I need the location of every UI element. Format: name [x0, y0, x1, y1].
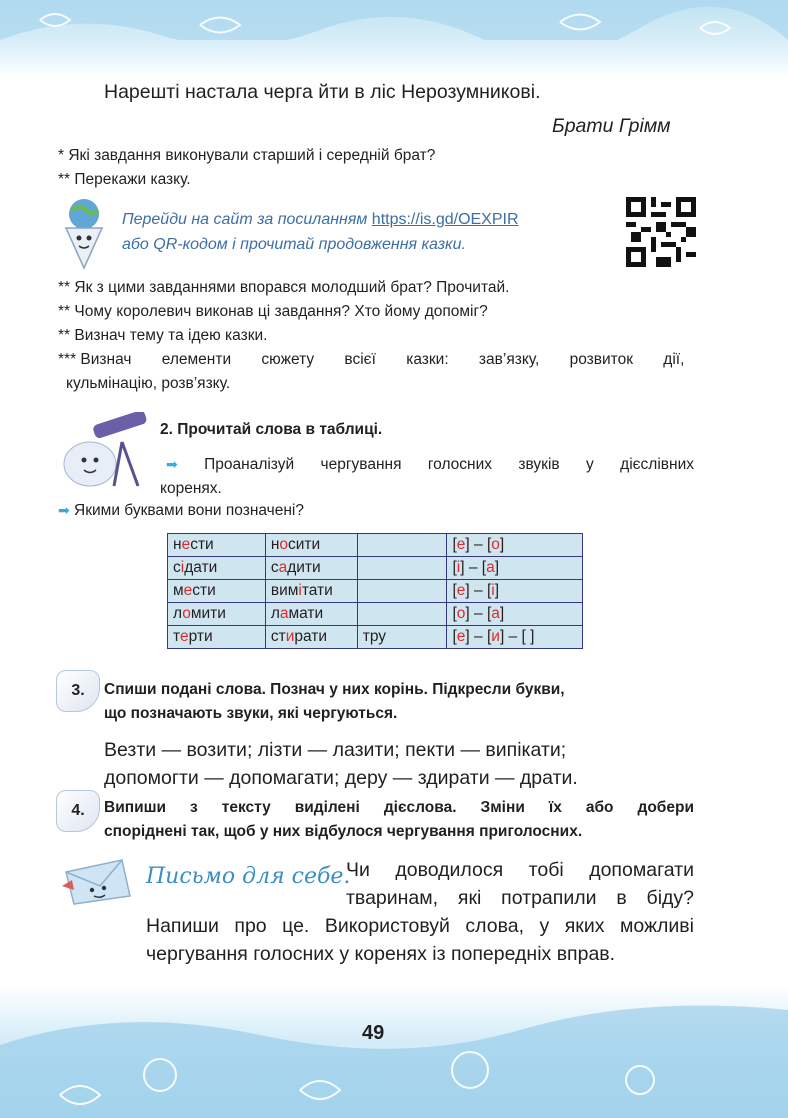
word-part: ст — [270, 628, 286, 645]
table-cell-w2 — [265, 534, 357, 557]
word-part: мати — [288, 605, 324, 622]
instruction-text: Якими буквами вони позначені? — [74, 502, 304, 519]
word-part: сти — [190, 536, 214, 553]
word-part: мити — [190, 605, 226, 622]
alternating-vowel: а — [491, 605, 500, 622]
word-part: тру — [362, 628, 387, 645]
question-marker: ** — [58, 171, 71, 188]
word-part: н — [173, 536, 182, 553]
table-row — [168, 534, 583, 557]
alternating-vowel: о — [182, 605, 191, 622]
word-part: т — [173, 628, 180, 645]
question-text: Перекажи казку. — [74, 171, 191, 188]
question-6 — [58, 348, 694, 396]
story-last-line: Нарешті настала черга йти в ліс Нерозумникові. — [104, 81, 541, 103]
table-cell-w2 — [265, 603, 357, 626]
question-text: Визнач елементи сюжету всієї казки: зав’язку, розвиток дії, — [80, 351, 685, 368]
table-cell-s — [447, 557, 583, 580]
qr-code-icon[interactable] — [626, 197, 696, 267]
task3-words — [104, 736, 578, 792]
alternating-vowel: и — [285, 628, 295, 645]
word-part: [ — [452, 582, 457, 599]
table-cell-s — [447, 626, 583, 649]
word-part: тати — [301, 582, 333, 599]
question-5 — [58, 324, 267, 348]
word-part: сити — [288, 536, 321, 553]
question-marker: ** — [58, 303, 71, 320]
question-text: Які завдання виконували старший і середній брат? — [68, 147, 436, 164]
alternating-vowel: е — [456, 536, 466, 553]
table-cell-s — [447, 580, 583, 603]
letter-line-2: тваринам, які потрапили в біду? — [346, 887, 694, 909]
table-cell-w1 — [168, 603, 266, 626]
table-cell-w3 — [357, 534, 447, 557]
link-line-2: або QR-кодом і прочитай продовження казки. — [122, 236, 466, 253]
letter-line-4: чергування голосних у коренях із попередніх вправ. — [146, 943, 616, 965]
question-marker: * — [58, 147, 65, 164]
table-cell-w2 — [265, 580, 357, 603]
word-part: ] – [ — [460, 559, 487, 576]
word-part: ] — [494, 559, 500, 576]
story-author: Брати Грімм — [552, 115, 671, 137]
task2-instruction-1 — [160, 452, 694, 501]
task-number: 4. — [71, 802, 85, 819]
ornament-wave-icon — [0, 985, 788, 1118]
instruction-text-continued: коренях. — [160, 480, 222, 497]
alternating-vowel: и — [491, 628, 500, 645]
question-1 — [58, 144, 435, 168]
alternating-vowel: а — [486, 559, 495, 576]
question-4 — [58, 300, 488, 324]
task3-number-badge — [56, 670, 100, 712]
letter-text — [346, 856, 694, 912]
word-part: [ — [452, 628, 457, 645]
task4-number-badge — [56, 790, 100, 832]
arrow-right-icon: ➡ — [58, 502, 70, 518]
word-part: рти — [188, 628, 213, 645]
question-3 — [58, 276, 509, 300]
top-decorative-banner — [0, 0, 788, 78]
question-text: Чому королевич виконав ці завдання? Хто йому допоміг? — [74, 303, 488, 320]
arrow-right-icon: ➡ — [166, 456, 178, 472]
table-row — [168, 557, 583, 580]
alternating-vowel: а — [278, 559, 288, 576]
word-part: ] — [494, 582, 500, 599]
letter-line-3: Напиши про це. Використовуй слова, у яких можливі — [146, 915, 694, 937]
ornament-swirl-icon — [0, 0, 788, 40]
word-part: ] – [ — [465, 536, 492, 553]
word-part: ] – [ — [465, 628, 492, 645]
alternating-vowel: о — [491, 536, 500, 553]
word-part: рати — [294, 628, 328, 645]
alternating-vowel: а — [279, 605, 289, 622]
table-cell-w1 — [168, 534, 266, 557]
alternating-vowel: е — [181, 536, 191, 553]
task3-words-line-2: допомогти — допомагати; деру — здирати — драти. — [104, 767, 578, 789]
task-number: 3. — [71, 682, 85, 699]
word-part: вим — [270, 582, 299, 599]
letter-heading: Письмо для себе. — [146, 864, 351, 889]
word-part: ] — [499, 605, 505, 622]
table-cell-w3 — [357, 580, 447, 603]
alternating-vowel: і — [180, 559, 185, 576]
table-cell-w3 — [357, 557, 447, 580]
task3-line-2: що позначають звуки, які чергуються. — [104, 705, 398, 722]
link-prefix: Перейди на сайт за посиланням — [122, 211, 368, 228]
letter-text-continued — [146, 912, 694, 968]
word-part: ] – [ ] — [499, 628, 535, 645]
table-cell-w3 — [357, 603, 447, 626]
alternating-vowel: о — [279, 536, 289, 553]
question-2 — [58, 168, 191, 192]
question-marker: *** — [58, 351, 77, 368]
word-part: л — [270, 605, 280, 622]
table-cell-w1 — [168, 626, 266, 649]
word-part: ] — [499, 536, 505, 553]
word-part: [ — [452, 605, 457, 622]
word-part: ] – [ — [465, 582, 492, 599]
task3-instruction — [104, 678, 565, 726]
task3-words-line-1: Везти — возити; лізти — лазити; пекти — випікати; — [104, 739, 567, 761]
envelope-mascot-icon — [62, 856, 134, 906]
globe-mascot-icon — [58, 196, 110, 270]
alternating-vowel: е — [179, 628, 189, 645]
table-cell-s — [447, 534, 583, 557]
word-part: с — [173, 559, 181, 576]
task4-line-1: Випиши з тексту виділені дієслова. Зміни їх або добери — [104, 799, 694, 816]
word-part: л — [173, 605, 183, 622]
word-part: м — [173, 582, 184, 599]
word-part: дати — [184, 559, 218, 576]
link-note — [122, 207, 602, 257]
table-cell-w1 — [168, 580, 266, 603]
task3-line-1: Спиши подані слова. Познач у них корінь. Підкресли букви, — [104, 681, 565, 698]
word-part: [ — [452, 536, 457, 553]
vowel-alternation-table — [167, 533, 583, 649]
table-cell-w1 — [168, 557, 266, 580]
table-row — [168, 580, 583, 603]
table-row — [168, 603, 583, 626]
word-part: сти — [192, 582, 216, 599]
alternating-vowel: і — [456, 559, 461, 576]
alternating-vowel: о — [456, 605, 466, 622]
question-text: Визнач тему та ідею казки. — [74, 327, 268, 344]
word-part: [ — [452, 559, 457, 576]
word-part: дити — [287, 559, 321, 576]
alternating-vowel: е — [456, 628, 466, 645]
bottom-decorative-banner — [0, 985, 788, 1118]
site-link[interactable]: https://is.gd/OEXPIR — [371, 211, 519, 228]
alternating-vowel: і — [491, 582, 495, 599]
telescope-mascot-icon — [52, 412, 152, 490]
link-line-1 — [122, 207, 602, 232]
table-cell-w3 — [357, 626, 447, 649]
letter-line-1: Чи доводилося тобі допомагати — [346, 859, 694, 881]
question-marker: ** — [58, 327, 71, 344]
instruction-text: Проаналізуй чергування голосних звуків у дієслівних — [204, 456, 694, 473]
table-cell-w2 — [265, 626, 357, 649]
word-part: н — [270, 536, 280, 553]
page-number: 49 — [362, 1022, 385, 1044]
question-marker: ** — [58, 279, 71, 296]
question-text: Як з цими завданнями впорався молодший брат? Прочитай. — [74, 279, 510, 296]
word-part: с — [270, 559, 279, 576]
table-cell-w2 — [265, 557, 357, 580]
question-text-continued: кульмінацію, розв’язку. — [66, 375, 231, 392]
task2-title: 2. Прочитай слова в таблиці. — [160, 421, 383, 438]
table-cell-s — [447, 603, 583, 626]
word-part: ] – [ — [465, 605, 492, 622]
task2-instruction-2 — [58, 498, 304, 523]
task4-instruction — [104, 796, 694, 844]
alternating-vowel: і — [298, 582, 302, 599]
alternating-vowel: е — [183, 582, 193, 599]
table-row — [168, 626, 583, 649]
alternating-vowel: е — [456, 582, 466, 599]
task4-line-2: споріднені так, щоб у них відбулося чергування приголосних. — [104, 823, 583, 840]
